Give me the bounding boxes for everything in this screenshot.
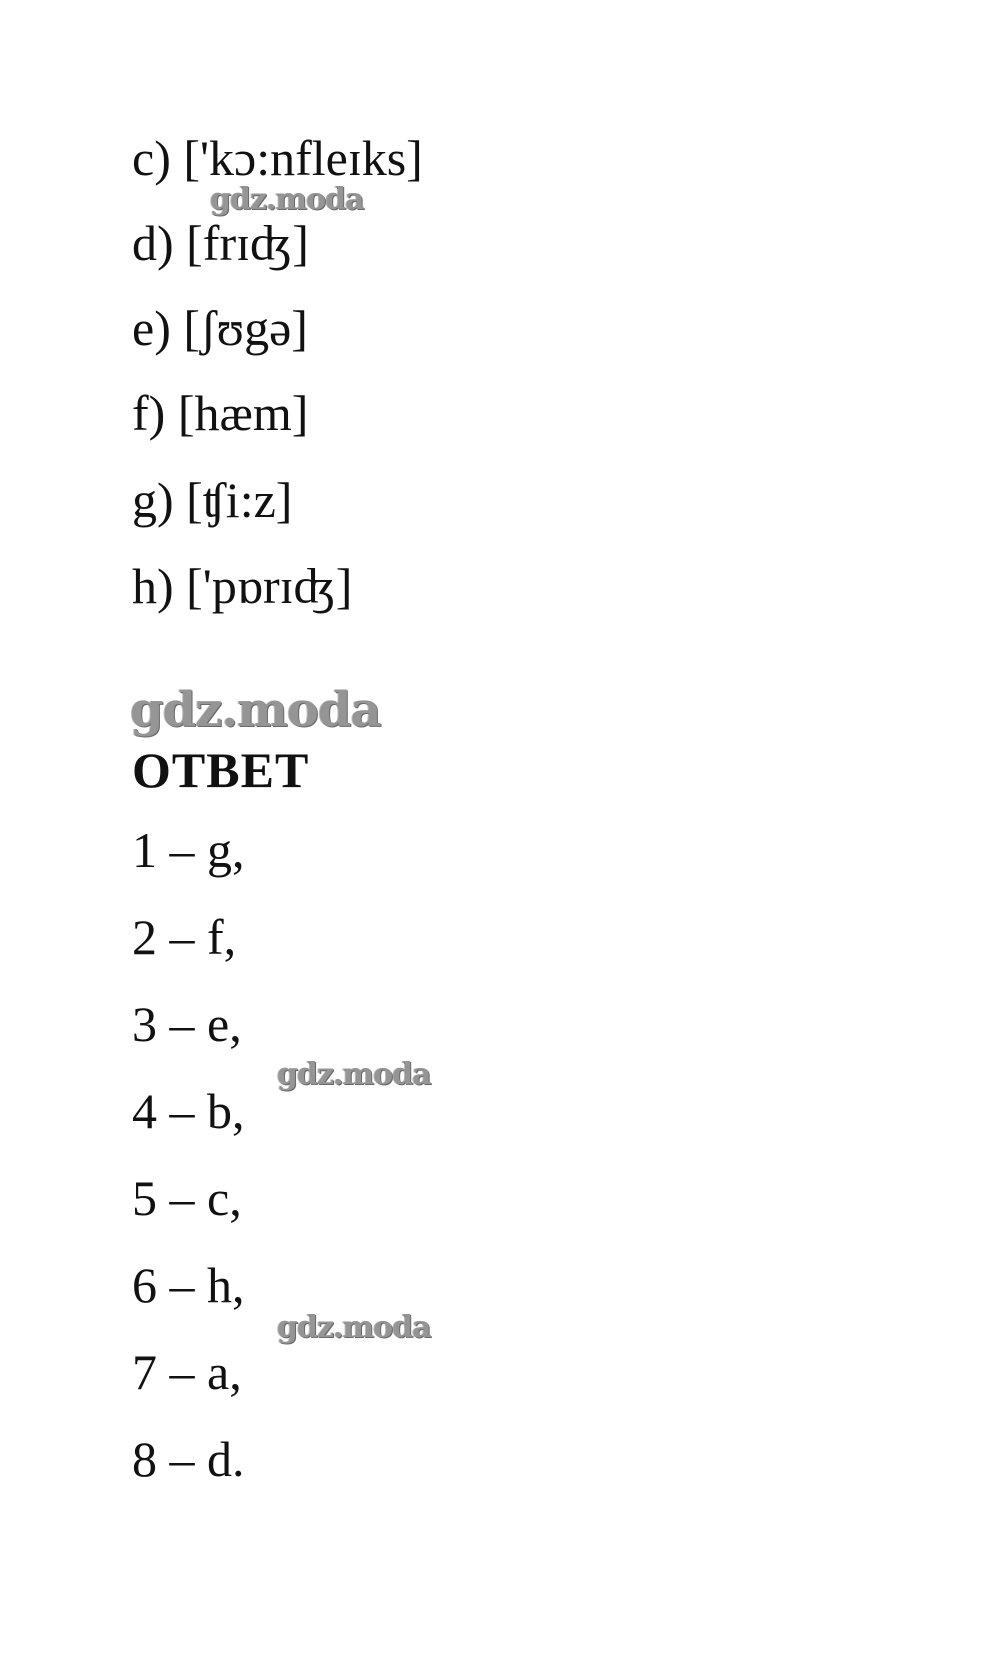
answer-2: 2 – f, [132, 909, 237, 965]
answer-heading: ОТВЕТ [132, 742, 310, 798]
answer-1: 1 – g, [132, 822, 245, 878]
answer-4: 4 – b, [132, 1083, 245, 1139]
ipa-text: [frɪʤ] [186, 215, 309, 271]
item-label: h) [132, 558, 174, 614]
watermark: gdz.moda [130, 682, 381, 738]
watermark: gdz.moda [277, 1310, 431, 1345]
ipa-text: [hæm] [177, 385, 309, 441]
answer-5: 5 – c, [132, 1170, 242, 1226]
item-label: d) [132, 215, 174, 271]
ipa-text: ['pɒrɪʤ] [186, 558, 353, 614]
item-label: f) [132, 385, 166, 441]
transcription-e [132, 298, 308, 358]
answer-7: 7 – a, [132, 1344, 242, 1400]
transcription-h [132, 556, 352, 616]
transcription-c [132, 128, 423, 188]
transcription-d [132, 213, 309, 273]
watermark: gdz.moda [210, 182, 364, 217]
item-label: e) [132, 300, 171, 356]
item-label: g) [132, 472, 174, 528]
answer-3: 3 – e, [132, 996, 242, 1052]
answer-6: 6 – h, [132, 1257, 245, 1313]
ipa-text: [ʃʊgə] [183, 300, 308, 356]
answer-8: 8 – d. [132, 1431, 245, 1487]
transcription-f [132, 383, 308, 443]
item-label: c) [132, 130, 171, 186]
ipa-text: ['kɔ:nfleɪks] [183, 130, 423, 186]
watermark: gdz.moda [277, 1057, 431, 1092]
ipa-text: [ʧi:z] [186, 472, 293, 528]
transcription-g [132, 470, 292, 530]
